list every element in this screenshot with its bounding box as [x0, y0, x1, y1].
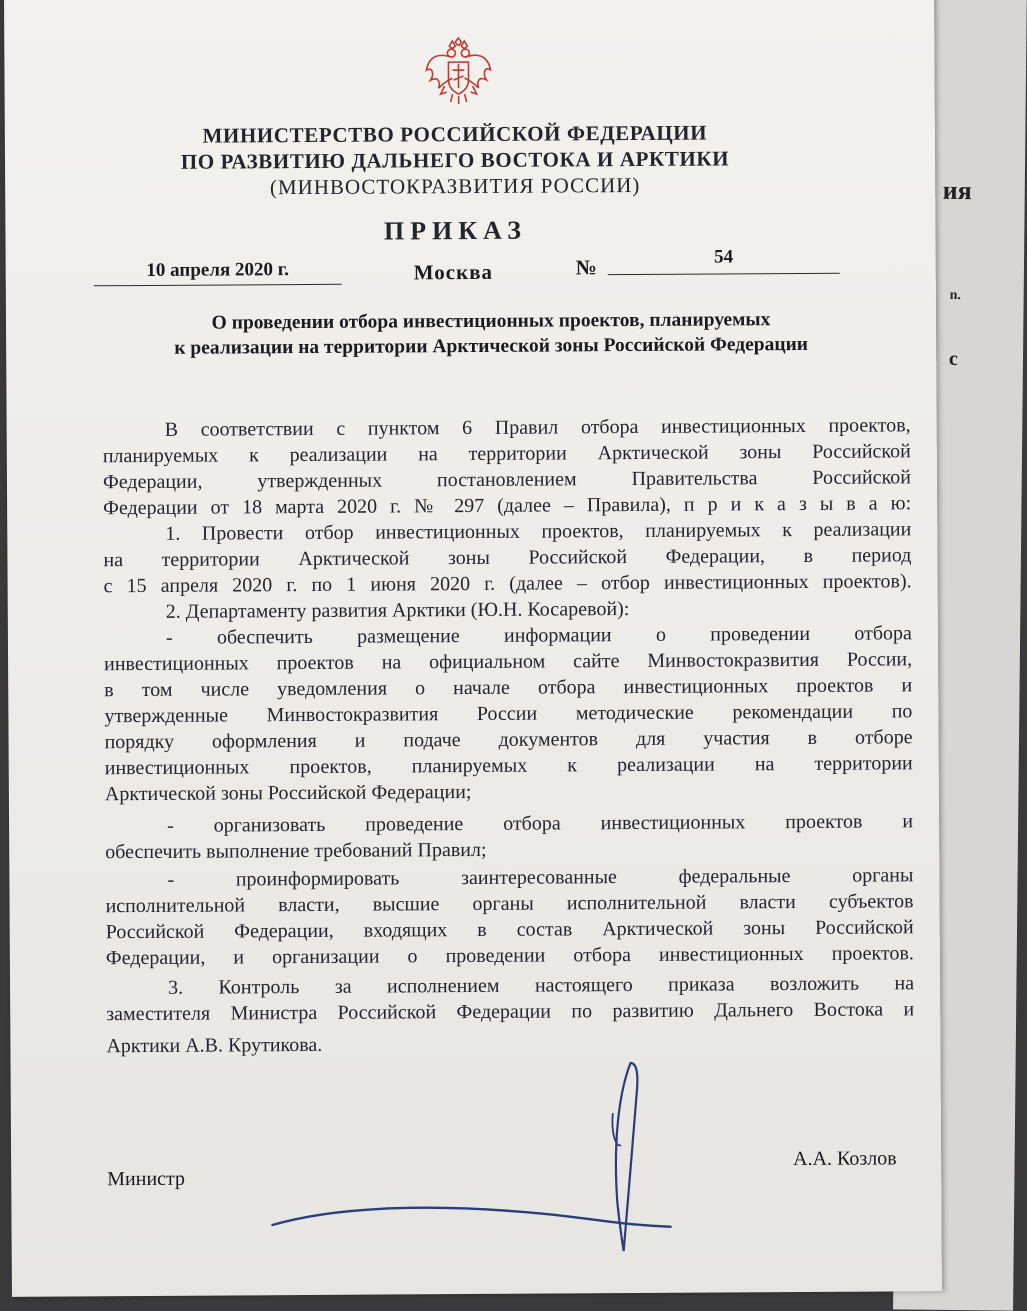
body-line: 1. Провести отбор инвестиционных проектов, планируемых к реализации: [165, 518, 912, 545]
body-line: Российской Федерации, входящих в состав Арктической зоны Российской: [105, 916, 914, 944]
handwritten-signature-icon: [260, 1053, 681, 1256]
body-line: в том числе уведомления о начале отбора инвестиционных проектов и: [104, 674, 913, 702]
background-sheet-fragment: с: [948, 347, 959, 370]
document-date: 10 апреля 2020 г.: [94, 259, 342, 287]
body-line: порядку оформления и подаче документов для участия в отборе: [104, 726, 913, 754]
document-number: 54: [608, 246, 840, 275]
body-line: заместителя Министра Российской Федерации по развитию Дальнего Востока и: [106, 998, 915, 1026]
body-line: утвержденные Минвостокразвития России методические рекомендации по: [104, 700, 913, 728]
body-line: 3. Контроль за исполнением настоящего приказа возложить на: [167, 972, 915, 999]
body-line: Арктической зоны Российской Федерации;: [104, 781, 472, 806]
ministry-name-line: МИНИСТЕРСТВО РОССИЙСКОЙ ФЕДЕРАЦИИ: [202, 120, 708, 148]
body-line: Федерации, утвержденных постановлением Правительства Российской: [102, 466, 912, 494]
signatory-position: Министр: [107, 1167, 186, 1191]
document-title-line: О проведении отбора инвестиционных проектов, планируемых: [211, 309, 771, 334]
body-line: - организовать проведение отбора инвестиционных проектов и: [167, 810, 914, 837]
number-sign: №: [575, 255, 597, 280]
body-line: исполнительной власти, высшие органы исполнительной власти субъектов: [105, 890, 914, 918]
body-line: Арктики А.В. Крутикова.: [106, 1033, 323, 1058]
body-line: инвестиционных проектов, планируемых к реализации на территории: [104, 752, 913, 780]
body-line: на территории Арктической зоны Российской Федерации, в период: [103, 544, 912, 572]
body-line: - проинформировать заинтересованные федеральные органы: [167, 864, 914, 891]
body-line: 2. Департаменту развития Арктики (Ю.Н. Косаревой):: [165, 598, 630, 623]
body-line: инвестиционных проектов на официальном сайте Минвостокразвития России,: [104, 648, 913, 676]
document-city: Москва: [413, 259, 494, 285]
body-line: обеспечить выполнение требований Правил;: [105, 838, 487, 864]
document-page: [4, 0, 942, 1297]
ministry-short-name: (МИНВОСТОКРАЗВИТИЯ РОССИИ): [269, 172, 641, 200]
document-type: ПРИКАЗ: [383, 215, 528, 246]
body-line: - обеспечить размещение информации о проведении отбора: [165, 622, 912, 649]
body-line: В соответствии с пунктом 6 Правил отбора инвестиционных проектов,: [164, 414, 911, 441]
body-line: Федерации от 18 марта 2020 г. № 297 (далее – Правила), п р и к а з ы в а ю:: [103, 492, 912, 520]
body-line: Федерации, и организации о проведении отбора инвестиционных проектов.: [105, 942, 914, 970]
body-line: с 15 апреля 2020 г. по 1 июня 2020 г. (далее – отбор инвестиционных проектов).: [103, 570, 912, 598]
body-line: планируемых к реализации на территории Арктической зоны Российской: [102, 440, 911, 468]
document-title-line: к реализации на территории Арктической зоны Российской Федерации: [174, 333, 809, 359]
background-sheet-fragment: ия: [942, 175, 972, 206]
russian-coat-of-arms-icon: [422, 36, 494, 108]
signatory-name: А.А. Козлов: [793, 1147, 897, 1171]
background-sheet-fragment: n.: [949, 287, 962, 303]
ministry-name-line: ПО РАЗВИТИЮ ДАЛЬНЕГО ВОСТОКА И АРКТИКИ: [180, 146, 730, 174]
